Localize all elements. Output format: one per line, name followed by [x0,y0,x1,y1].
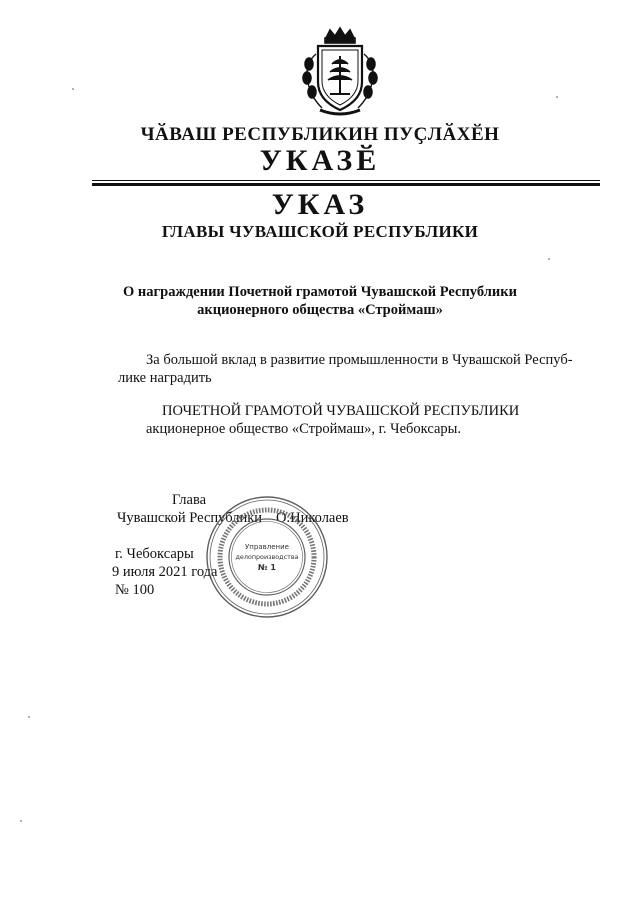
signatory-position-line-2: Чувашской Республики [117,510,263,526]
scan-speck [28,716,30,718]
subject-line-2: акционерного общества «Строймаш» [197,302,443,318]
subject-line-1: О награждении Почетной грамотой Чувашской Республики [123,284,517,300]
header-divider-thick [92,183,600,186]
chuvash-doc-type: УКАЗӖ [259,144,381,177]
award-recipient: акционерное общество «Строймаш», г. Чебоксары. [146,421,462,437]
decree-paragraph-line-2: лике наградить [118,370,212,386]
decree-number: № 100 [115,582,155,598]
signatory-position-line-1: Глава [172,492,207,508]
office-stamp [204,494,330,620]
scan-speck [548,258,550,260]
header-divider-thin [92,180,600,181]
issue-place: г. Чебоксары [115,546,194,562]
award-name: ПОЧЕТНОЙ ГРАМОТОЙ ЧУВАШСКОЙ РЕСПУБЛИКИ [162,403,520,419]
scan-speck [20,820,22,822]
russian-header-title: ГЛАВЫ ЧУВАШСКОЙ РЕСПУБЛИКИ [161,222,479,241]
coat-of-arms-emblem [298,24,382,120]
scan-speck [72,88,74,90]
signatory-name: О.Николаев [276,510,349,526]
scan-speck [556,96,558,98]
stamp-center-line-2: делопроизводства [235,553,299,561]
issue-date: 9 июля 2021 года [112,564,218,580]
stamp-center-line-1: Управление [245,543,289,551]
decree-paragraph-line-1: За большой вклад в развитие промышленности в Чувашской Респуб- [146,352,573,368]
chuvash-header-title: ЧӐВАШ РЕСПУБЛИКИН ПУҪЛӐХӖН [140,124,500,145]
stamp-center-line-3: № 1 [258,563,276,572]
russian-doc-type: УКАЗ [271,188,369,221]
